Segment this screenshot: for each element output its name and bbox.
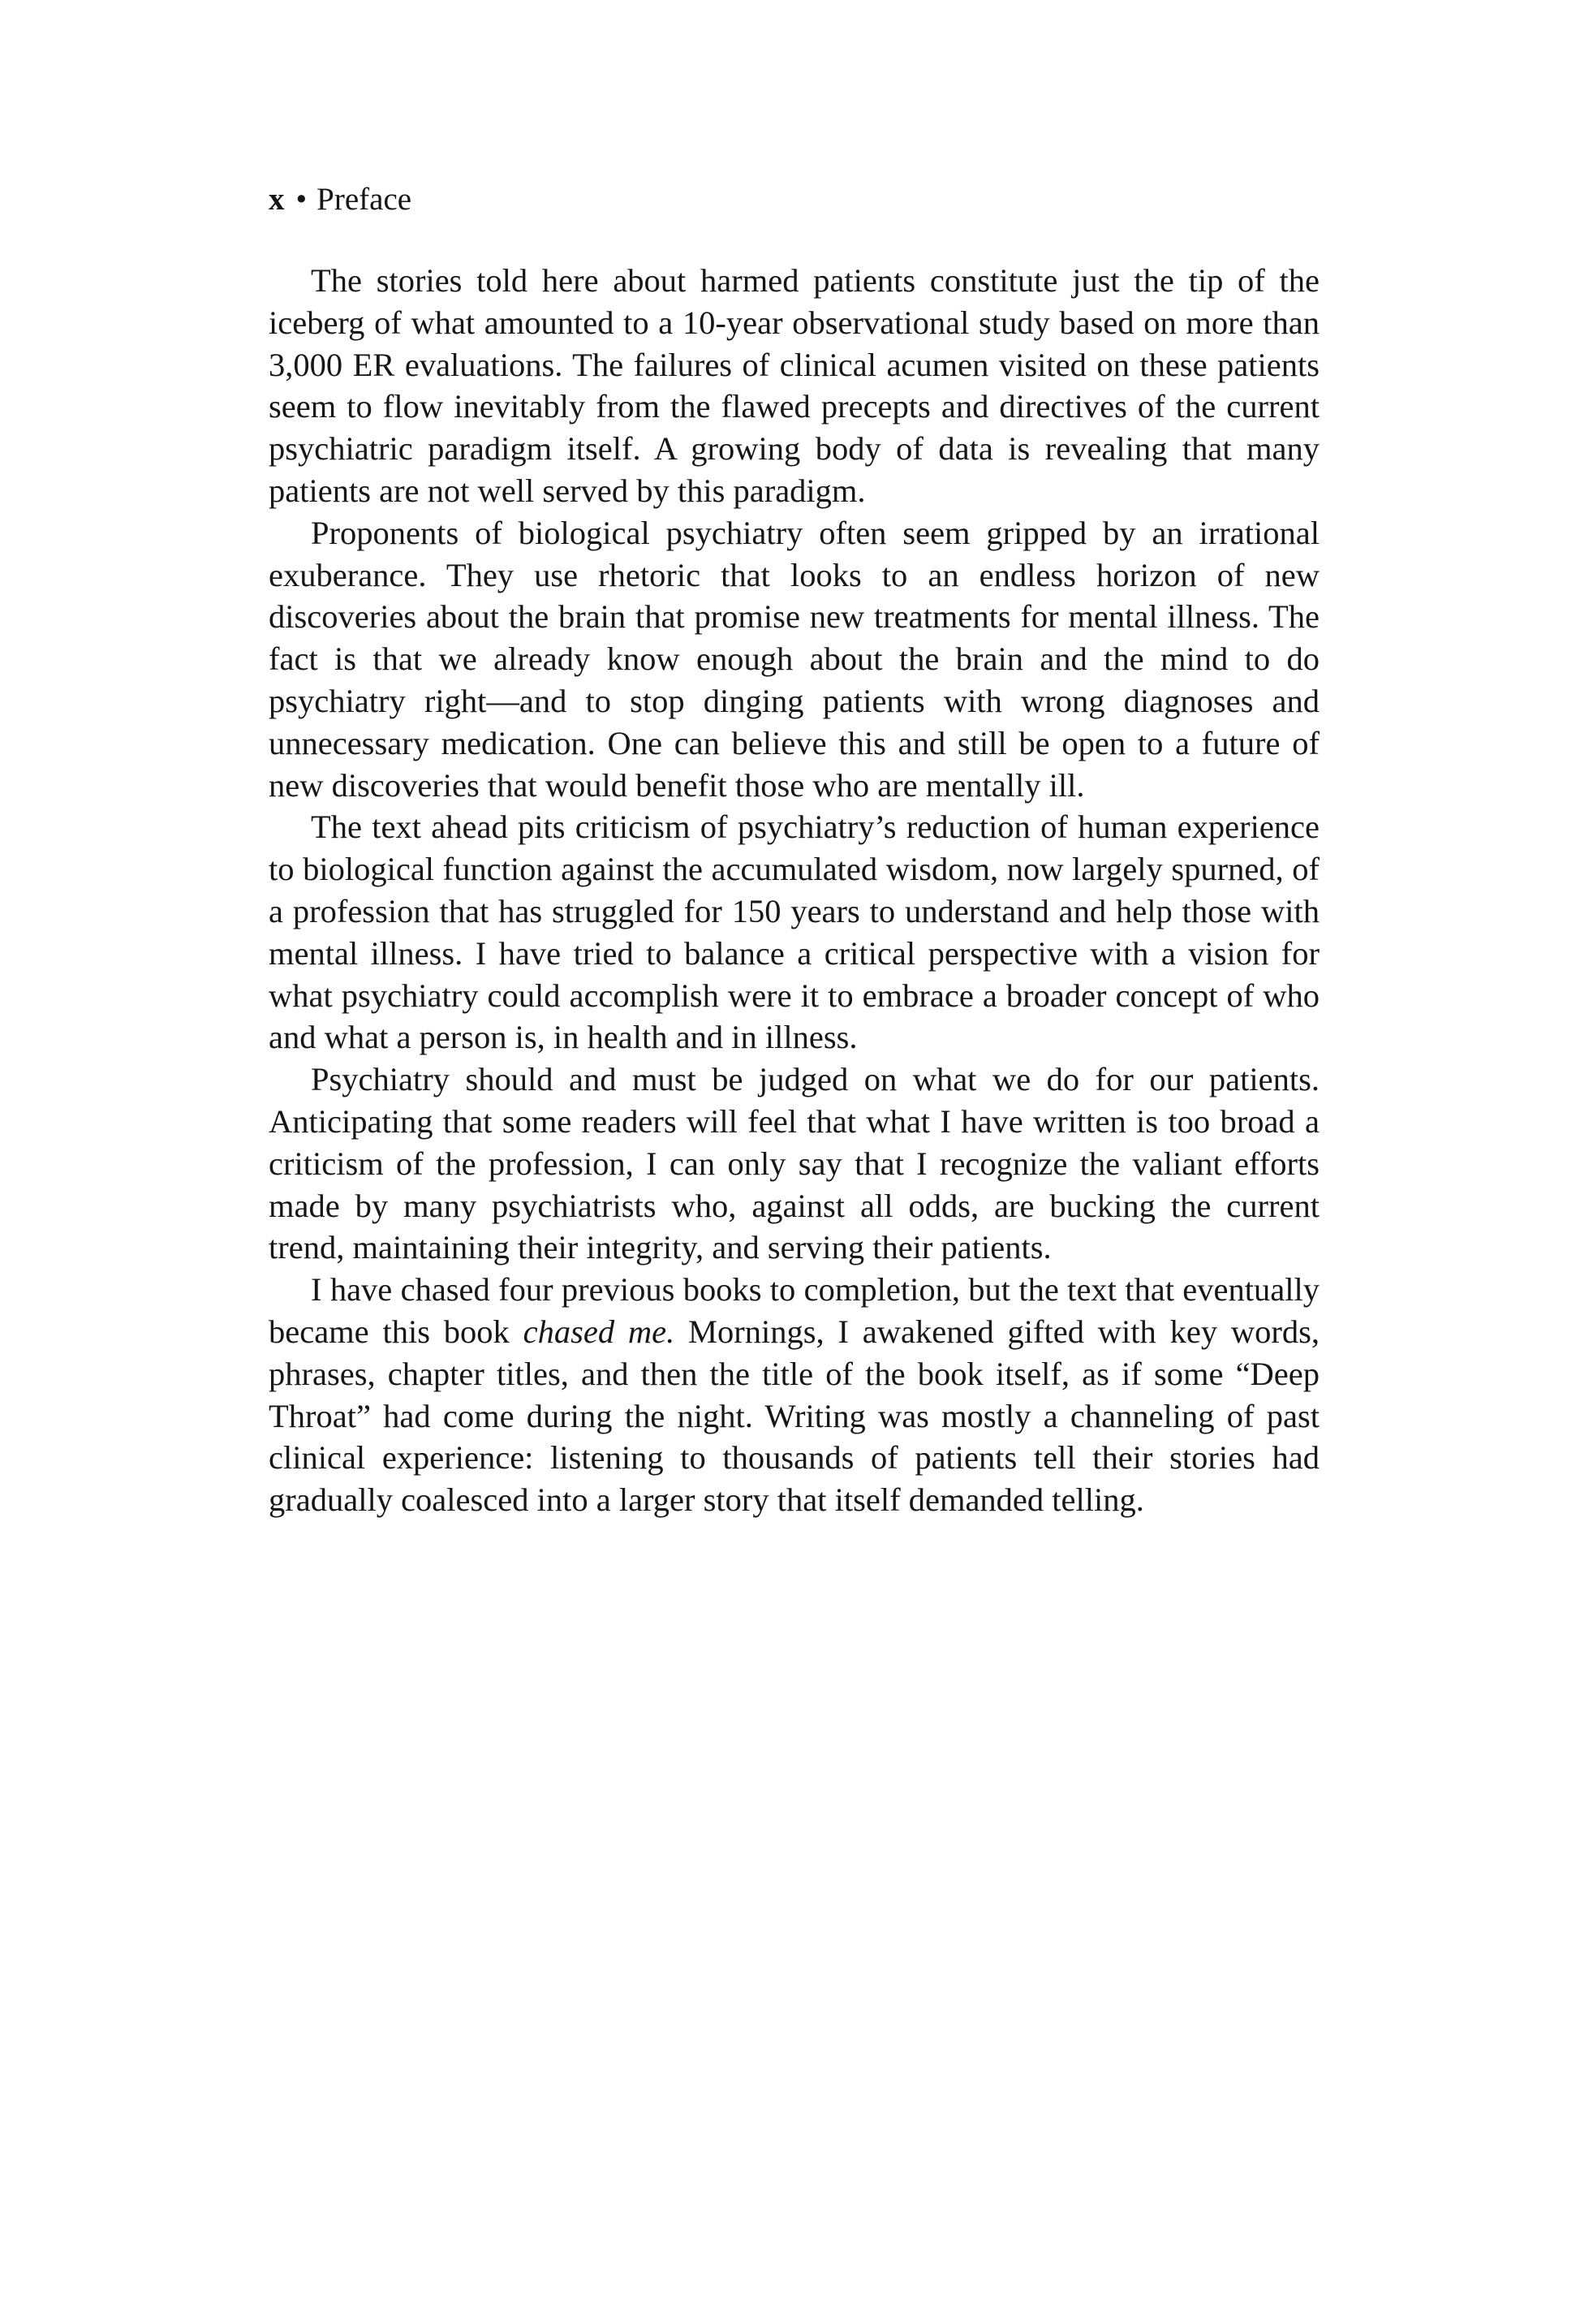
book-page — [269, 180, 1320, 1521]
page-number: x — [269, 182, 285, 217]
body-text — [269, 260, 1320, 1521]
section-title: Preface — [316, 182, 412, 217]
paragraph-3: The text ahead pits criticism of psychiatry’s reduction of human experience to biological function against the accumulated wisdom, now largely spurned, of a profession that has struggled for 150 years to understand and help those with mental illness. I have tried to balance a critical perspective with a vision for what psychiatry could accomplish were it to embrace a broader concept of who and what a person is, in health and in illness. — [269, 808, 1320, 1056]
paragraph-5-emphasis: chased me. — [523, 1313, 675, 1350]
running-head-bullet: • — [295, 182, 308, 217]
paragraph-1: The stories told here about harmed patients constitute just the tip of the iceberg of what amounted to a 10-year observational study based on more than 3,000 ER evaluations. The failures of clinical acumen visited on these patients seem to flow inevitably from the flawed precepts and directives of the current psychiatric paradigm itself. A growing body of data is revealing that many patients are not well served by this paradigm. — [269, 262, 1320, 509]
paragraph-5-text-end: Mornings, I awakened gifted with key words, phrases, chapter titles, and then the title of the book itself, as if some “Deep Throat” had come during the night. Writing was mostly a channeling of past clinical experience: listening to thousands of patients tell their stories had gradually coalesced into a larger story that itself demanded telling. — [269, 1313, 1320, 1519]
paragraph-5-text-start: I have chased four previous books to completion, but the text that eventually became this book — [269, 1271, 1320, 1350]
running-head — [269, 180, 1320, 219]
paragraph-2: Proponents of biological psychiatry often seem gripped by an irrational exuberance. They use rhetoric that looks to an endless horizon of new discoveries about the brain that promise new treatments for mental illness. The fact is that we already know enough about the brain and the mind to do psychiatry right—and to stop dinging patients with wrong diagnoses and unnecessary medication. One can believe this and still be open to a future of new discoveries that would benefit those who are mentally ill. — [269, 514, 1320, 804]
paragraph-5 — [269, 1269, 1320, 1521]
paragraph-4: Psychiatry should and must be judged on what we do for our patients. Anticipating that some readers will feel that what I have written is too broad a criticism of the profession, I can only say that I recognize the valiant efforts made by many psychiatrists who, against all odds, are bucking the current trend, maintaining their integrity, and serving their patients. — [269, 1061, 1320, 1266]
